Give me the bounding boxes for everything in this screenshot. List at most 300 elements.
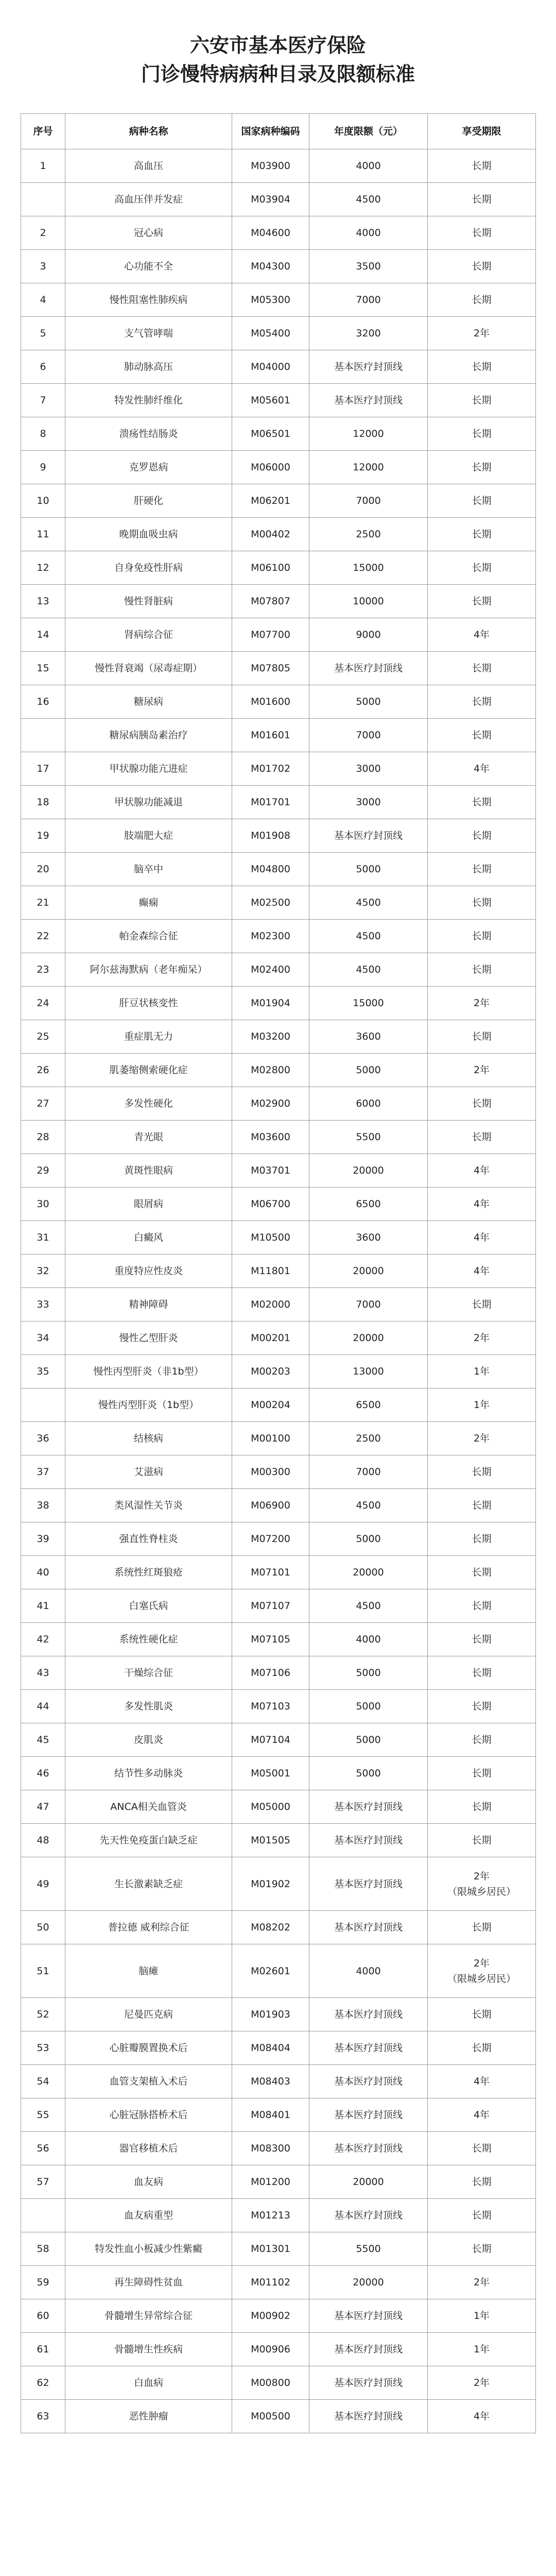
table-row <box>21 2199 536 2232</box>
cell-period: 长期 <box>428 551 536 585</box>
cell-no: 3 <box>21 250 65 283</box>
cell-name: 甲状腺功能亢进症 <box>65 752 232 786</box>
cell-no: 12 <box>21 551 65 585</box>
cell-limit: 9000 <box>309 618 428 652</box>
cell-period: 长期 <box>428 1757 536 1790</box>
cell-name: 白癜风 <box>65 1221 232 1255</box>
cell-code: M11801 <box>232 1255 309 1288</box>
cell-name: 糖尿病胰岛素治疗 <box>65 719 232 752</box>
table-row <box>21 2165 536 2199</box>
cell-name: 支气管哮喘 <box>65 317 232 350</box>
cell-code: M00100 <box>232 1422 309 1455</box>
table-row <box>21 1589 536 1623</box>
table-row <box>21 1944 536 1998</box>
cell-period: 长期 <box>428 853 536 886</box>
cell-name: 晚期血吸虫病 <box>65 518 232 551</box>
cell-code: M07104 <box>232 1723 309 1757</box>
cell-code: M02800 <box>232 1054 309 1087</box>
cell-code: M01600 <box>232 685 309 719</box>
cell-period: 4年 <box>428 1188 536 1221</box>
cell-code: M06700 <box>232 1188 309 1221</box>
cell-no <box>21 183 65 216</box>
table-row <box>21 1911 536 1944</box>
cell-no: 55 <box>21 2098 65 2132</box>
cell-period: 长期 <box>428 1656 536 1690</box>
cell-limit: 13000 <box>309 1355 428 1388</box>
table-row <box>21 752 536 786</box>
cell-no: 21 <box>21 886 65 920</box>
cell-code: M01908 <box>232 819 309 853</box>
table-row <box>21 1690 536 1723</box>
cell-limit: 基本医疗封顶线 <box>309 2065 428 2098</box>
cell-name: 血友病 <box>65 2165 232 2199</box>
cell-limit: 基本医疗封顶线 <box>309 2400 428 2433</box>
cell-code: M00500 <box>232 2400 309 2433</box>
cell-limit: 20000 <box>309 1154 428 1188</box>
cell-name: 普拉德 威利综合征 <box>65 1911 232 1944</box>
cell-name: 慢性肾衰竭（尿毒症期） <box>65 652 232 685</box>
table-row <box>21 618 536 652</box>
cell-period: 长期 <box>428 451 536 484</box>
cell-no: 51 <box>21 1944 65 1998</box>
cell-code: M07107 <box>232 1589 309 1623</box>
cell-code: M06000 <box>232 451 309 484</box>
table-row <box>21 451 536 484</box>
cell-code: M00201 <box>232 1321 309 1355</box>
cell-period: 4年 <box>428 1154 536 1188</box>
cell-limit: 6500 <box>309 1388 428 1422</box>
cell-period: 4年 <box>428 2098 536 2132</box>
document-title-line1: 六安市基本医疗保险 <box>189 34 366 57</box>
cell-period: 长期 <box>428 216 536 250</box>
cell-period: 长期 <box>428 2165 536 2199</box>
cell-limit: 基本医疗封顶线 <box>309 652 428 685</box>
header-period: 享受期限 <box>428 114 536 149</box>
cell-code: M07807 <box>232 585 309 618</box>
cell-no: 62 <box>21 2366 65 2400</box>
cell-limit: 15000 <box>309 551 428 585</box>
cell-period: 长期 <box>428 1824 536 1857</box>
header-code: 国家病种编码 <box>232 114 309 149</box>
cell-name: 血友病重型 <box>65 2199 232 2232</box>
cell-limit: 4000 <box>309 1623 428 1656</box>
table-row <box>21 1020 536 1054</box>
cell-period: 4年 <box>428 2065 536 2098</box>
cell-code: M04600 <box>232 216 309 250</box>
cell-no: 20 <box>21 853 65 886</box>
cell-no: 18 <box>21 786 65 819</box>
cell-name: 精神障碍 <box>65 1288 232 1321</box>
cell-code: M00300 <box>232 1455 309 1489</box>
table-row <box>21 1388 536 1422</box>
title-block <box>21 31 535 89</box>
cell-limit: 2500 <box>309 518 428 551</box>
table-row <box>21 1757 536 1790</box>
cell-period: 长期 <box>428 1087 536 1121</box>
cell-limit: 5000 <box>309 1054 428 1087</box>
cell-period: 4年 <box>428 1255 536 1288</box>
cell-period: 长期 <box>428 1623 536 1656</box>
cell-no: 29 <box>21 1154 65 1188</box>
cell-limit: 基本医疗封顶线 <box>309 2098 428 2132</box>
cell-name: 肢端肥大症 <box>65 819 232 853</box>
cell-name: 白塞氏病 <box>65 1589 232 1623</box>
table-row <box>21 2366 536 2400</box>
cell-name: 心脏冠脉搭桥术后 <box>65 2098 232 2132</box>
cell-code: M01102 <box>232 2266 309 2299</box>
period-note: （限城乡居民） <box>447 1973 516 1985</box>
cell-no: 19 <box>21 819 65 853</box>
cell-code: M07200 <box>232 1522 309 1556</box>
cell-limit: 5000 <box>309 685 428 719</box>
cell-code: M05000 <box>232 1790 309 1824</box>
table-row <box>21 1824 536 1857</box>
cell-limit: 3600 <box>309 1020 428 1054</box>
cell-limit: 基本医疗封顶线 <box>309 2299 428 2333</box>
table-row <box>21 2299 536 2333</box>
cell-name: 尼曼匹克病 <box>65 1998 232 2031</box>
cell-period: 长期 <box>428 585 536 618</box>
table-row <box>21 1723 536 1757</box>
cell-period: 长期 <box>428 1589 536 1623</box>
cell-no: 46 <box>21 1757 65 1790</box>
cell-limit: 15000 <box>309 987 428 1020</box>
cell-code: M04800 <box>232 853 309 886</box>
period-value: 2年 <box>473 1957 490 1969</box>
cell-limit: 基本医疗封顶线 <box>309 2031 428 2065</box>
header-no: 序号 <box>21 114 65 149</box>
cell-limit: 7000 <box>309 283 428 317</box>
cell-no: 7 <box>21 384 65 417</box>
cell-name: 自身免疫性肝病 <box>65 551 232 585</box>
cell-no: 54 <box>21 2065 65 2098</box>
cell-name: 黄斑性眼病 <box>65 1154 232 1188</box>
cell-code: M03904 <box>232 183 309 216</box>
table-row <box>21 719 536 752</box>
cell-code: M00902 <box>232 2299 309 2333</box>
cell-code: M01904 <box>232 987 309 1020</box>
table-row <box>21 1355 536 1388</box>
cell-name: 骨髓增生异常综合征 <box>65 2299 232 2333</box>
cell-code: M07106 <box>232 1656 309 1690</box>
disease-limit-table <box>21 113 536 2433</box>
cell-limit: 基本医疗封顶线 <box>309 2132 428 2165</box>
cell-no: 4 <box>21 283 65 317</box>
cell-period: 长期 <box>428 1998 536 2031</box>
table-row <box>21 1522 536 1556</box>
cell-period: 2年 <box>428 1054 536 1087</box>
cell-code: M00800 <box>232 2366 309 2400</box>
cell-period: 长期 <box>428 1556 536 1589</box>
cell-limit: 7000 <box>309 1288 428 1321</box>
cell-name: 肝豆状核变性 <box>65 987 232 1020</box>
cell-no: 5 <box>21 317 65 350</box>
table-row <box>21 953 536 987</box>
cell-no: 48 <box>21 1824 65 1857</box>
cell-no: 35 <box>21 1355 65 1388</box>
cell-name: 肾病综合征 <box>65 618 232 652</box>
table-row <box>21 853 536 886</box>
table-row <box>21 2400 536 2433</box>
table-row <box>21 1054 536 1087</box>
cell-name: 恶性肿瘤 <box>65 2400 232 2433</box>
cell-limit: 3000 <box>309 786 428 819</box>
cell-no: 16 <box>21 685 65 719</box>
cell-limit: 基本医疗封顶线 <box>309 1911 428 1944</box>
table-row <box>21 1623 536 1656</box>
cell-no: 17 <box>21 752 65 786</box>
cell-limit: 4500 <box>309 1589 428 1623</box>
cell-no: 34 <box>21 1321 65 1355</box>
cell-name: 先天性免疫蛋白缺乏症 <box>65 1824 232 1857</box>
cell-period <box>428 1944 536 1998</box>
cell-no: 32 <box>21 1255 65 1288</box>
cell-period: 长期 <box>428 920 536 953</box>
cell-name: 多发性硬化 <box>65 1087 232 1121</box>
cell-period: 长期 <box>428 685 536 719</box>
cell-code: M02601 <box>232 1944 309 1998</box>
cell-name: 干燥综合征 <box>65 1656 232 1690</box>
cell-limit: 4000 <box>309 216 428 250</box>
cell-period: 长期 <box>428 886 536 920</box>
cell-no: 53 <box>21 2031 65 2065</box>
cell-period: 长期 <box>428 1723 536 1757</box>
table-row <box>21 987 536 1020</box>
table-body <box>21 149 536 2433</box>
cell-name: 心脏瓣膜置换术后 <box>65 2031 232 2065</box>
cell-limit: 5000 <box>309 1656 428 1690</box>
cell-limit: 6500 <box>309 1188 428 1221</box>
cell-name: 再生障碍性贫血 <box>65 2266 232 2299</box>
cell-code: M04000 <box>232 350 309 384</box>
cell-limit: 基本医疗封顶线 <box>309 350 428 384</box>
cell-name: 高血压 <box>65 149 232 183</box>
cell-period: 长期 <box>428 350 536 384</box>
cell-name: 高血压伴并发症 <box>65 183 232 216</box>
cell-name: 生长激素缺乏症 <box>65 1857 232 1911</box>
table-row <box>21 1188 536 1221</box>
table-row <box>21 149 536 183</box>
cell-limit: 3000 <box>309 752 428 786</box>
cell-limit: 4500 <box>309 183 428 216</box>
cell-name: ANCA相关血管炎 <box>65 1790 232 1824</box>
table-row <box>21 484 536 518</box>
header-limit: 年度限额（元） <box>309 114 428 149</box>
cell-limit: 7000 <box>309 484 428 518</box>
cell-name: 脑瘫 <box>65 1944 232 1998</box>
cell-limit: 4000 <box>309 1944 428 1998</box>
cell-code: M05601 <box>232 384 309 417</box>
cell-period: 2年 <box>428 1321 536 1355</box>
cell-limit: 20000 <box>309 1255 428 1288</box>
cell-code: M01301 <box>232 2232 309 2266</box>
cell-limit: 5500 <box>309 1121 428 1154</box>
table-row <box>21 317 536 350</box>
table-row <box>21 786 536 819</box>
cell-period: 长期 <box>428 1455 536 1489</box>
cell-code: M01200 <box>232 2165 309 2199</box>
cell-limit: 5000 <box>309 1757 428 1790</box>
table-row <box>21 1221 536 1255</box>
table-row <box>21 1154 536 1188</box>
cell-code: M08401 <box>232 2098 309 2132</box>
cell-no: 23 <box>21 953 65 987</box>
cell-period: 长期 <box>428 2132 536 2165</box>
cell-limit: 基本医疗封顶线 <box>309 1824 428 1857</box>
table-row <box>21 1255 536 1288</box>
cell-code: M06900 <box>232 1489 309 1522</box>
cell-code: M00906 <box>232 2333 309 2366</box>
cell-period: 长期 <box>428 786 536 819</box>
cell-limit: 5500 <box>309 2232 428 2266</box>
cell-name: 器官移植术后 <box>65 2132 232 2165</box>
cell-no: 38 <box>21 1489 65 1522</box>
cell-no: 9 <box>21 451 65 484</box>
cell-period: 1年 <box>428 2333 536 2366</box>
cell-name: 特发性血小板减少性紫癜 <box>65 2232 232 2266</box>
cell-code: M01701 <box>232 786 309 819</box>
cell-code: M00204 <box>232 1388 309 1422</box>
table-row <box>21 685 536 719</box>
cell-no: 50 <box>21 1911 65 1944</box>
cell-name: 糖尿病 <box>65 685 232 719</box>
cell-no: 45 <box>21 1723 65 1757</box>
cell-name: 慢性丙型肝炎（非1b型） <box>65 1355 232 1388</box>
cell-no: 58 <box>21 2232 65 2266</box>
cell-limit: 基本医疗封顶线 <box>309 384 428 417</box>
cell-limit: 5000 <box>309 1522 428 1556</box>
cell-limit: 20000 <box>309 2266 428 2299</box>
cell-code: M03600 <box>232 1121 309 1154</box>
cell-name: 肝硬化 <box>65 484 232 518</box>
cell-limit: 12000 <box>309 451 428 484</box>
cell-period <box>428 1857 536 1911</box>
cell-no <box>21 719 65 752</box>
cell-period: 2年 <box>428 2366 536 2400</box>
table-row <box>21 585 536 618</box>
cell-no: 57 <box>21 2165 65 2199</box>
cell-no: 10 <box>21 484 65 518</box>
cell-period: 长期 <box>428 719 536 752</box>
cell-limit: 7000 <box>309 1455 428 1489</box>
cell-period: 长期 <box>428 384 536 417</box>
cell-name: 青光眼 <box>65 1121 232 1154</box>
cell-code: M02300 <box>232 920 309 953</box>
cell-no: 52 <box>21 1998 65 2031</box>
cell-code: M08404 <box>232 2031 309 2065</box>
cell-period: 长期 <box>428 1489 536 1522</box>
cell-period: 长期 <box>428 1690 536 1723</box>
cell-code: M06501 <box>232 417 309 451</box>
cell-period: 长期 <box>428 652 536 685</box>
cell-code: M07103 <box>232 1690 309 1723</box>
cell-limit: 7000 <box>309 719 428 752</box>
table-row <box>21 1790 536 1824</box>
table-row <box>21 250 536 283</box>
cell-limit: 基本医疗封顶线 <box>309 1857 428 1911</box>
table-row <box>21 652 536 685</box>
cell-period: 2年 <box>428 2266 536 2299</box>
cell-code: M05300 <box>232 283 309 317</box>
cell-name: 系统性红斑狼疮 <box>65 1556 232 1589</box>
cell-name: 强直性脊柱炎 <box>65 1522 232 1556</box>
cell-period: 1年 <box>428 1355 536 1388</box>
cell-no: 61 <box>21 2333 65 2366</box>
table-row <box>21 1121 536 1154</box>
cell-code: M07101 <box>232 1556 309 1589</box>
cell-period: 长期 <box>428 1522 536 1556</box>
cell-limit: 4500 <box>309 953 428 987</box>
cell-code: M07700 <box>232 618 309 652</box>
cell-name: 癫痫 <box>65 886 232 920</box>
cell-name: 眼屑病 <box>65 1188 232 1221</box>
table-row <box>21 819 536 853</box>
cell-period: 长期 <box>428 183 536 216</box>
cell-code: M01213 <box>232 2199 309 2232</box>
document-title-line2: 门诊慢特病病种目录及限额标准 <box>141 63 415 86</box>
cell-period: 2年 <box>428 317 536 350</box>
table-row <box>21 384 536 417</box>
cell-limit: 4500 <box>309 1489 428 1522</box>
cell-no: 28 <box>21 1121 65 1154</box>
table-row <box>21 2031 536 2065</box>
cell-no: 26 <box>21 1054 65 1087</box>
cell-name: 白血病 <box>65 2366 232 2400</box>
cell-no: 2 <box>21 216 65 250</box>
cell-name: 慢性阻塞性肺疾病 <box>65 283 232 317</box>
cell-limit: 3600 <box>309 1221 428 1255</box>
table-row <box>21 1857 536 1911</box>
table-row <box>21 2266 536 2299</box>
cell-name: 心功能不全 <box>65 250 232 283</box>
cell-name: 慢性丙型肝炎（1b型） <box>65 1388 232 1422</box>
cell-period: 长期 <box>428 1121 536 1154</box>
cell-name: 结核病 <box>65 1422 232 1455</box>
table-row <box>21 1288 536 1321</box>
table-row <box>21 2065 536 2098</box>
cell-limit: 基本医疗封顶线 <box>309 1998 428 2031</box>
cell-name: 骨髓增生性疾病 <box>65 2333 232 2366</box>
cell-code: M04300 <box>232 250 309 283</box>
cell-no: 11 <box>21 518 65 551</box>
cell-no: 49 <box>21 1857 65 1911</box>
cell-limit: 10000 <box>309 585 428 618</box>
table-row <box>21 417 536 451</box>
cell-name: 溃疡性结肠炎 <box>65 417 232 451</box>
cell-no: 8 <box>21 417 65 451</box>
cell-no: 37 <box>21 1455 65 1489</box>
cell-no: 14 <box>21 618 65 652</box>
header-name: 病种名称 <box>65 114 232 149</box>
cell-period: 4年 <box>428 618 536 652</box>
cell-no: 41 <box>21 1589 65 1623</box>
cell-period: 1年 <box>428 2299 536 2333</box>
cell-code: M06201 <box>232 484 309 518</box>
cell-limit: 4000 <box>309 149 428 183</box>
cell-code: M01702 <box>232 752 309 786</box>
cell-period: 长期 <box>428 2031 536 2065</box>
cell-period: 2年 <box>428 987 536 1020</box>
table-row <box>21 283 536 317</box>
cell-name: 特发性肺纤维化 <box>65 384 232 417</box>
cell-limit: 3200 <box>309 317 428 350</box>
cell-no <box>21 1388 65 1422</box>
cell-name: 甲状腺功能减退 <box>65 786 232 819</box>
cell-name: 慢性肾脏病 <box>65 585 232 618</box>
cell-name: 系统性硬化症 <box>65 1623 232 1656</box>
cell-limit: 20000 <box>309 2165 428 2199</box>
cell-code: M02400 <box>232 953 309 987</box>
